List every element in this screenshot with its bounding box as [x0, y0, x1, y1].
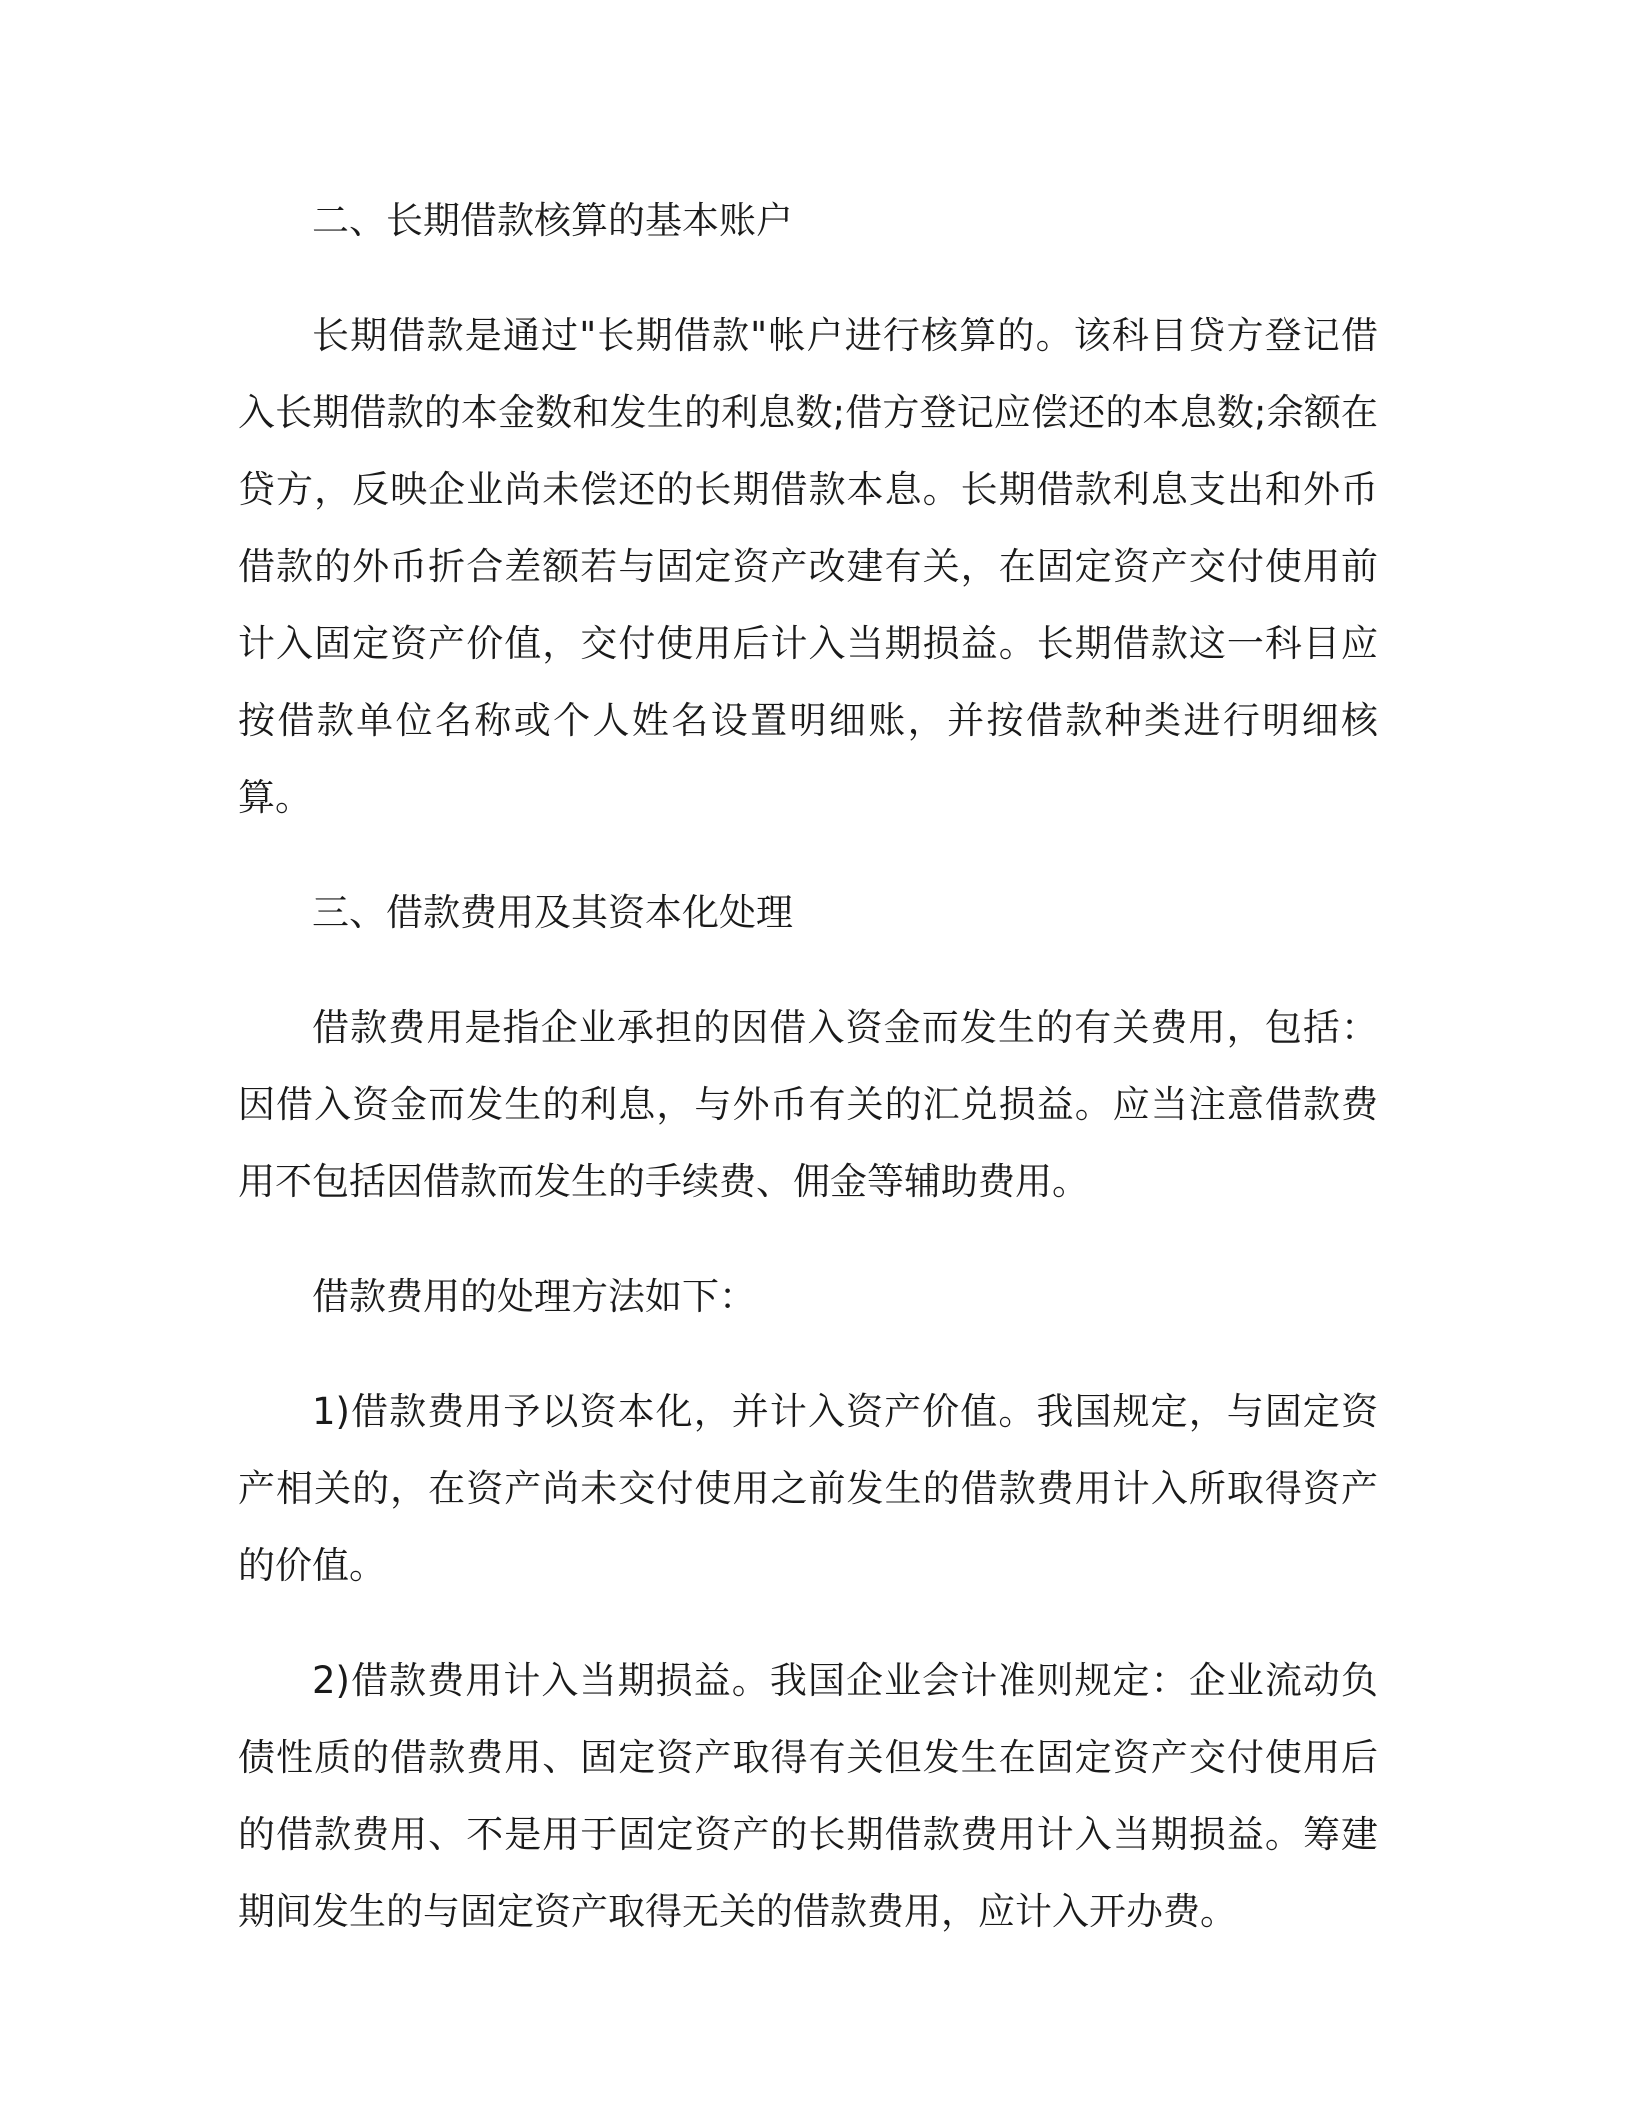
- section3-heading: 三、借款费用及其资本化处理: [312, 891, 793, 934]
- method2-paragraph: 2)借款费用计入当期损益。我国企业会计准则规定：企业流动负债性质的借款费用、固定资产取得有关但发生在固定资产交付使用后的借款费用、不是用于固定资产的长期借款费用计入当期损益。筹建期间发生的与固定资产取得无关的借款费用，应计入开办费。: [238, 1659, 1378, 1933]
- method1-paragraph: 1)借款费用予以资本化，并计入资产价值。我国规定，与固定资产相关的，在资产尚未交付使用之前发生的借款费用计入所取得资产的价值。: [238, 1390, 1378, 1587]
- section2-heading: 二、长期借款核算的基本账户: [312, 199, 793, 242]
- document-body: [238, 182, 1378, 1988]
- section3-paragraph: 借款费用是指企业承担的因借入资金而发生的有关费用，包括：因借入资金而发生的利息，与外币有关的汇兑损益。应当注意借款费用不包括因借款而发生的手续费、佣金等辅助费用。: [238, 1006, 1378, 1203]
- methods-intro-paragraph: 借款费用的处理方法如下：: [312, 1275, 756, 1318]
- section2-paragraph: 长期借款是通过"长期借款"帐户进行核算的。该科目贷方登记借入长期借款的本金数和发生的利息数;借方登记应偿还的本息数;余额在贷方，反映企业尚未偿还的长期借款本息。长期借款利息支出和外币借款的外币折合差额若与固定资产改建有关，在固定资产交付使用前计入固定资产价值，交付使用后计入当期损益。长期借款这一科目应按借款单位名称或个人姓名设置明细账，并按借款种类进行明细核算。: [238, 314, 1378, 819]
